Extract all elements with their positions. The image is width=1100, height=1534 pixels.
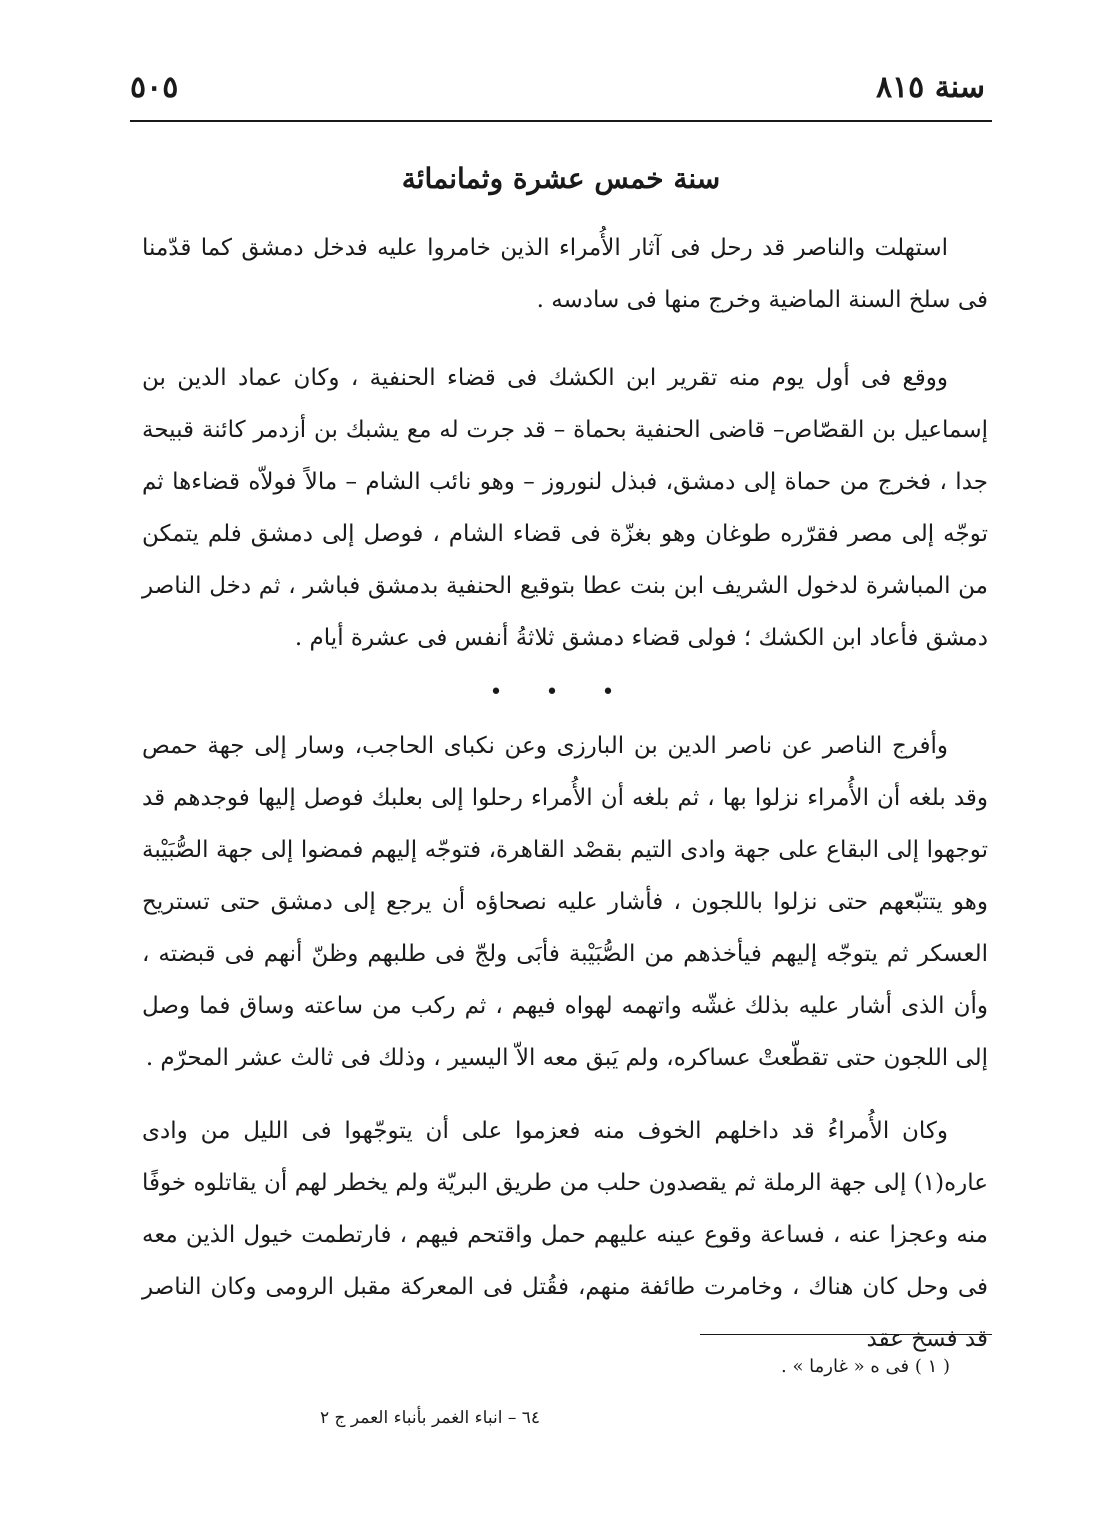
section-separator: • • • — [489, 680, 633, 705]
paragraph-4 — [142, 1105, 988, 1365]
paragraph-1 — [142, 222, 988, 326]
paragraph-text: وكان الأُمراءُ قد داخلهم الخوف منه فعزموا على أن يتوجّهوا فى الليل من وادى عاره(١) إلى جهة الرملة ثم يقصدون حلب من طريق البريّة ولم يخطر لهم أن يقاتلوه خوفًا منه وعجزا عنه ، فساعة وقوع عينه عليهم حمل واقتحم فيهم ، فارتطمت خيول الذين معه فى وحل كان هناك ، وخامرت طائفة منهم، فقُتل فى المعركة مقبل الرومى وكان الناصر قد فسخ عقد — [142, 1118, 988, 1352]
paragraph-2 — [142, 352, 988, 664]
printer-signature-line: ٦٤ – انباء الغمر بأنباء العمر ج ٢ — [319, 1408, 540, 1428]
page-header — [130, 70, 985, 114]
paragraph-text: استهلت والناصر قد رحل فى آثار الأُمراء الذين خامروا عليه فدخل دمشق كما قدّمنا فى سلخ السنة الماضية وخرج منها فى سادسه . — [142, 235, 988, 313]
header-rule — [130, 120, 992, 122]
running-head-year: سنة ٨١٥ — [875, 70, 985, 105]
paragraph-3 — [142, 720, 988, 1084]
page-number: ٥٠٥ — [130, 70, 179, 105]
footnote-rule — [700, 1334, 992, 1335]
paragraph-text: ووقع فى أول يوم منه تقرير ابن الكشك فى قضاء الحنفية ، وكان عماد الدين بن إسماعيل بن القصّاص– قاضى الحنفية بحماة – قد جرت له مع يشبك بن أزدمر كائنة قبيحة جدا ، فخرج من حماة إلى دمشق، فبذل لنوروز – وهو نائب الشام – مالاً فولاّه قضاءها ثم توجّه إلى مصر فقرّره طوغان وهو بغزّة فى قضاء الشام ، فوصل إلى دمشق فلم يتمكن من المباشرة لدخول الشريف ابن بنت عطا بتوقيع الحنفية بدمشق فباشر ، ثم دخل الناصر دمشق فأعاد ابن الكشك ؛ فولى قضاء دمشق ثلاثةُ أنفس فى عشرة أيام . — [142, 365, 988, 651]
paragraph-text: وأفرج الناصر عن ناصر الدين بن البارزى وعن نكباى الحاجب، وسار إلى جهة حمص وقد بلغه أن الأُمراء نزلوا بها ، ثم بلغه أن الأُمراء رحلوا إلى بعلبك فوصل إليها فوجدهم قد توجهوا إلى البقاع على جهة وادى التيم بقصْد القاهرة، فتوجّه إليهم فمضوا إلى جهة الصُّبَيْبة وهو يتتبّعهم حتى نزلوا باللجون ، فأشار عليه نصحاؤه أن يرجع إلى دمشق حتى تستريح العسكر ثم يتوجّه إليهم فيأخذهم من الصُّبَيْبة فأبَى ولجّ فى طلبهم وظنّ أنهم فى قبضته ، وأن الذى أشار عليه بذلك غشّه واتهمه لهواه فيهم ، ثم ركب من ساعته وساق فما وصل إلى اللجون حتى تقطّعتْ عساكره، ولم يَبق معه الاّ اليسير ، وذلك فى ثالث عشر المحرّم . — [142, 733, 988, 1071]
section-title: سنة خمس عشرة وثمانمائة — [401, 162, 721, 195]
footnote: ( ١ ) فى ه « غارما » . — [781, 1356, 950, 1377]
